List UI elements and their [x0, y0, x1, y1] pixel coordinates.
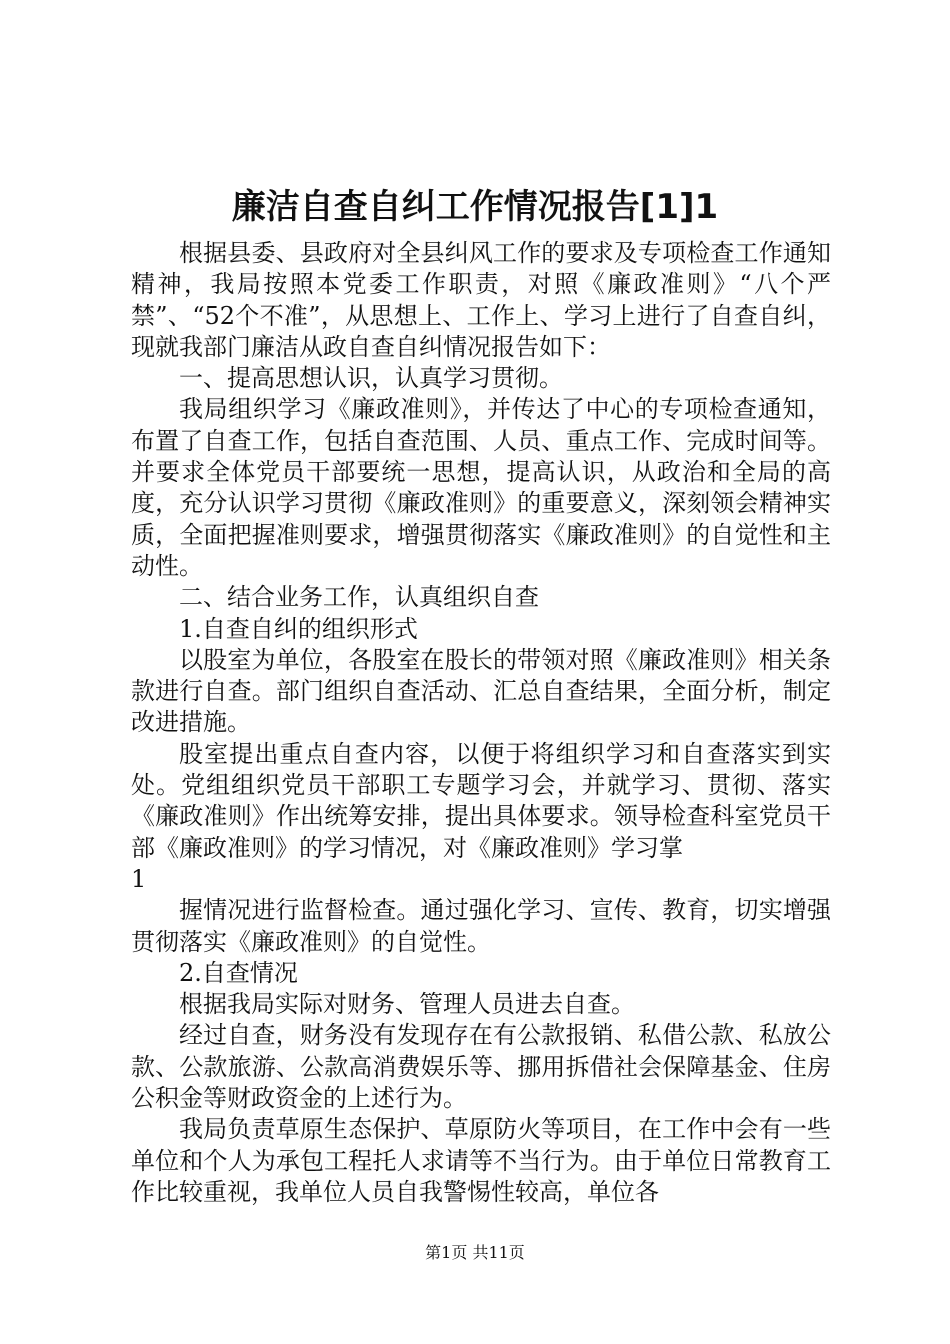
paragraph-organization: 以股室为单位，各股室在股长的带领对照《廉政准则》相关条款进行自查。部门组织自查活动、汇总自查结果，全面分析，制定改进措施。	[131, 645, 831, 737]
subsection-heading-1: 1.自查自纠的组织形式	[179, 614, 418, 643]
paragraph-key-content: 股室提出重点自查内容，以便于将组织学习和自查落实到实处。党组组织党员干部职工专题学习会，并就学习、贯彻、落实《廉政准则》作出统筹安排，提出具体要求。领导检查科室党员干部《廉政准则》的学习情况，对《廉政准则》学习掌	[131, 739, 831, 862]
paragraph-finance-result: 经过自查，财务没有发现存在有公款报销、私借公款、私放公款、公款旅游、公款高消费娱乐等、挪用拆借社会保障基金、住房公积金等财政资金的上述行为。	[131, 1021, 831, 1113]
inline-page-marker: 1	[131, 864, 147, 893]
paragraph-supervision: 握情况进行监督检查。通过强化学习、宣传、教育，切实增强贯彻落实《廉政准则》的自觉性。	[131, 896, 831, 956]
paragraph-study: 我局组织学习《廉政准则》，并传达了中心的专项检查通知，布置了自查工作，包括自查范围、人员、重点工作、完成时间等。并要求全体党员干部要统一思想，提高认识，从政治和全局的高度，充分认识学习贯彻《廉政准则》的重要意义，深刻领会精神实质，全面把握准则要求，增强贯彻落实《廉政准则》的自觉性和主动性。	[131, 395, 831, 580]
document-title: 廉洁自查自纠工作情况报告[1]1	[231, 187, 719, 227]
page-footer: 第1页 共11页	[425, 1243, 525, 1262]
document-body	[131, 238, 831, 1208]
paragraph-project-result: 我局负责草原生态保护、草原防火等项目，在工作中会有一些单位和个人为承包工程托人求请等不当行为。由于单位日常教育工作比较重视，我单位人员自我警惕性较高，单位各	[131, 1115, 831, 1206]
paragraph-scope: 根据我局实际对财务、管理人员进去自查。	[179, 990, 635, 1019]
subsection-heading-2: 2.自查情况	[179, 958, 298, 987]
section-heading-1: 一、提高思想认识，认真学习贯彻。	[179, 364, 563, 393]
section-heading-2: 二、结合业务工作，认真组织自查	[179, 583, 539, 612]
paragraph-intro: 根据县委、县政府对全县纠风工作的要求及专项检查工作通知精神，我局按照本党委工作职责，对照《廉政准则》“八个严禁”、“52个不准”，从思想上、工作上、学习上进行了自查自纠，现就我部门廉洁从政自查自纠情况报告如下：	[131, 239, 831, 361]
